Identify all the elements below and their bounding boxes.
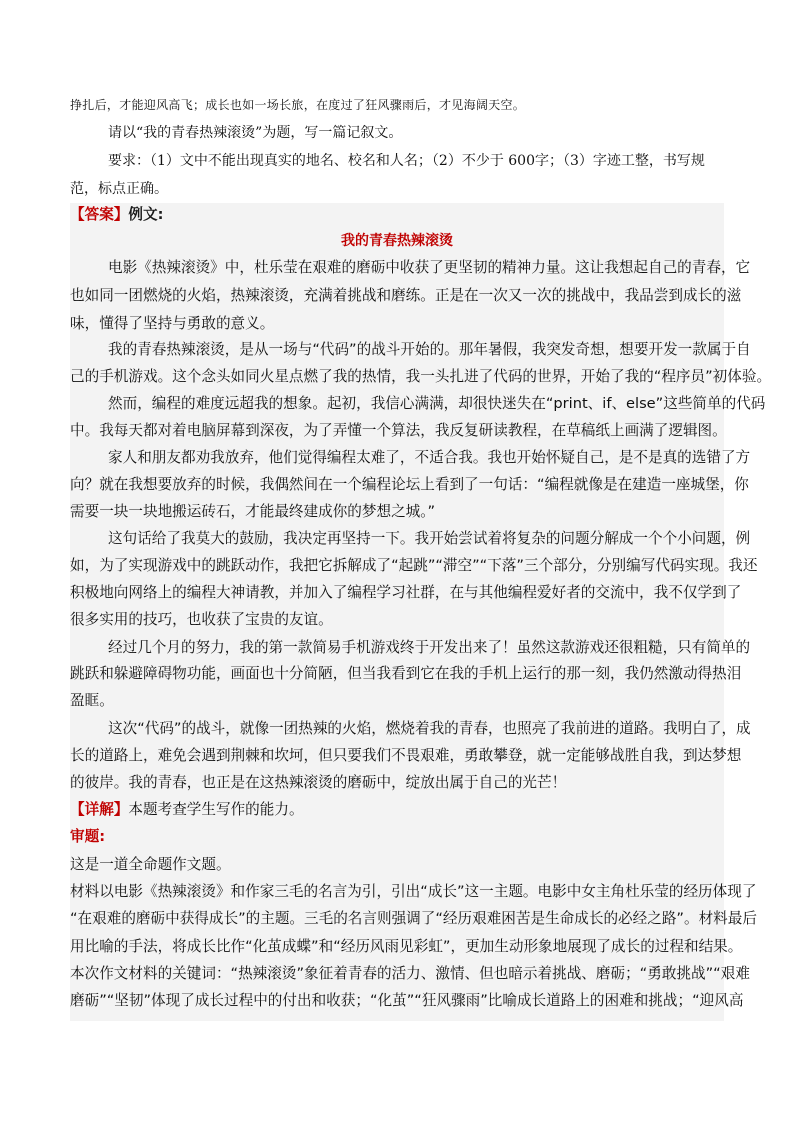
prompt-requirements: 要求：（1）文中不能出现真实的地名、校名和人名；（2）不少于 600字；（3）字迹工整，书写规 — [108, 153, 705, 169]
essay-line: 也如同一团燃烧的火焰，热辣滚烫，充满着挑战和磨练。正是在一次又一次的挑战中，我品尝到成长的滋 — [70, 287, 742, 304]
review-line: 材料以电影《热辣滚烫》和作家三毛的名言为引，引出“成长”这一主题。电影中女主角杜乐莹的经历体现了 — [70, 883, 757, 900]
essay-line: 经过几个月的努力，我的第一款简易手机游戏终于开发出来了！虽然这款游戏还很粗糙，只有简单的 — [108, 639, 751, 656]
essay-line: 积极地向网络上的编程大神请教，并加入了编程学习社群，在与其他编程爱好者的交流中，我不仅学到了 — [70, 584, 742, 601]
essay-line: 中。我每天都对着电脑屏幕到深夜，为了弄懂一个算法，我反复研读教程，在草稿纸上画满了逻辑图。 — [70, 422, 727, 439]
answer-bracket-close: 】 — [113, 206, 129, 223]
essay-line: 跳跃和躲避障碍物功能，画面也十分简陋，但当我看到它在我的手机上运行的那一刻，我仍然激动得热泪 — [70, 665, 742, 682]
detail-text: 本题考查学生写作的能力。 — [128, 801, 304, 818]
essay-line: 盈眶。 — [70, 692, 114, 709]
review-line: 磨砺”“坚韧”体现了成长过程中的付出和收获；“化茧”“狂风骤雨”比喻成长道路上的困难和挑战；“迎风高 — [70, 992, 744, 1009]
review-line: 这是一道全命题作文题。 — [70, 856, 231, 873]
essay-line: 很多实用的技巧，也收获了宝贵的友谊。 — [70, 611, 333, 628]
answer-bracket-open: 【 — [70, 206, 85, 223]
prompt-quote-line: 挣扎后，才能迎风高飞；成长也如一场长旅，在度过了狂风骤雨后，才见海阔天空。 — [70, 98, 526, 112]
detail-bracket-open: 【 — [70, 801, 85, 818]
essay-line: 这次“代码”的战斗，就像一团热辣的火焰，燃烧着我的青春，也照亮了我前进的道路。我明白了，成 — [108, 720, 751, 737]
review-line: 本次作文材料的关键词：“热辣滚烫”象征着青春的活力、激情、但也暗示着挑战、磨砺；“勇敢挑战”“艰难 — [70, 965, 750, 982]
detail-bracket-close: 】 — [113, 801, 129, 818]
essay-line: 如，为了实现游戏中的跳跃动作，我把它拆解成了“起跳”“滞空”“下落”三个部分，分别编写代码实现。我还 — [70, 557, 758, 574]
essay-line: 家人和朋友都劝我放弃，他们觉得编程太难了，不适合我。我也开始怀疑自己，是不是真的选错了方 — [108, 449, 751, 466]
detail-label: 详解 — [84, 801, 114, 818]
essay-line: 然而，编程的难度远超我的想象。起初，我信心满满，却很快迷失在“print、if、else”这些简单的代码 — [108, 395, 766, 412]
essay-title: 我的青春热辣滚烫 — [341, 233, 453, 249]
essay-line: 我的青春热辣滚烫，是从一场与“代码”的战斗开始的。那年暑假，我突发奇想，想要开发一款属于自 — [108, 341, 751, 358]
prompt-instruction: 请以“我的青春热辣滚烫”为题，写一篇记叙文。 — [108, 125, 403, 141]
answer-label — [70, 203, 163, 227]
essay-line: 电影《热辣滚烫》中，杜乐莹在艰难的磨砺中收获了更坚韧的精神力量。这让我想起自己的青春，它 — [108, 259, 751, 276]
essay-line: 己的手机游戏。这个念头如同火星点燃了我的热情，我一头扎进了代码的世界，开始了我的“程序员”初体验。 — [70, 368, 772, 385]
review-heading — [70, 825, 105, 849]
essay-line: 需要一块一块地搬运砖石，才能最终建成你的梦想之城。” — [70, 503, 436, 520]
essay-line: 这句话给了我莫大的鼓励，我决定再坚持一下。我开始尝试着将复杂的问题分解成一个个小问题，例 — [108, 530, 751, 547]
essay-line: 长的道路上，难免会遇到荆棘和坎坷，但只要我们不畏艰难，勇敢攀登，就一定能够战胜自我，到达梦想 — [70, 747, 742, 764]
detail-section — [70, 798, 304, 822]
prompt-requirements-cont: 范，标点正确。 — [70, 181, 168, 197]
essay-line: 的彼岸。我的青春，也正是在这热辣滚烫的磨砺中，绽放出属于自己的光芒！ — [70, 774, 567, 791]
essay-line: 向？就在我想要放弃的时候，我偶然间在一个编程论坛上看到了一句话：“编程就像是在建造一座城堡，你 — [70, 476, 749, 493]
review-line: “在艰难的磨砺中获得成长”的主题。三毛的名言则强调了“经历艰难困苦是生命成长的必经之路”。材料最后 — [70, 910, 757, 927]
review-line: 用比喻的手法，将成长比作“化茧成蝶”和“经历风雨见彩虹”，更加生动形象地展现了成长的过程和结果。 — [70, 938, 743, 955]
answer-label-text: 答案 — [84, 206, 114, 223]
essay-line: 味，懂得了坚持与勇敢的意义。 — [70, 315, 275, 332]
review-heading-text: 审题: — [70, 828, 106, 845]
answer-suffix: 例文: — [128, 206, 164, 223]
